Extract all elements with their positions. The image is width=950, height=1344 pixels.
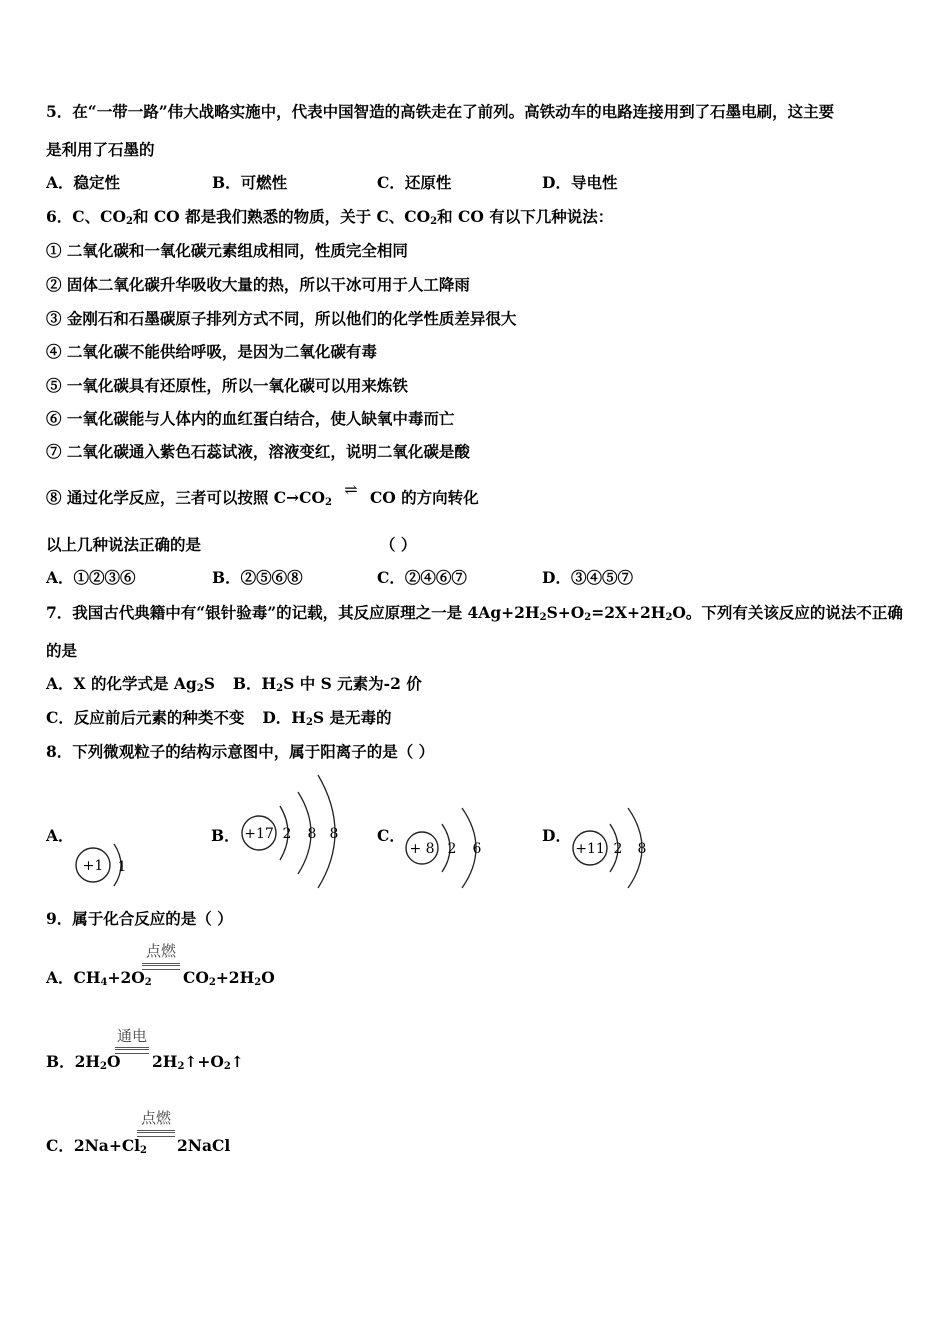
q6-statement-6: ⑥ 一氧化碳能与人体内的血红蛋白结合，使人缺氧中毒而亡	[46, 409, 455, 428]
q9-option-a-reactants: A．$CH_4+2O_2$	[46, 968, 152, 988]
nucleus-charge: +11	[575, 841, 605, 857]
q6-option-a: A．①②③⑥	[46, 568, 136, 587]
q7-options-ab: A．X 的化学式是 $Ag_2S$ B．$H_2S$ 中 S 元素为-2 价	[46, 674, 422, 694]
q8-label-b: B．	[211, 826, 240, 845]
q9-option-c-condition: 点燃	[140, 1109, 171, 1127]
q6-stem: 6．C、$CO_2$和 CO 都是我们熟悉的物质，关于 C、$CO_2$和 CO 有以下几种说法：	[46, 207, 614, 227]
q5-stem-line1: 5．在“一带一路”伟大战略实施中，代表中国智造的高铁走在了前列。高铁动车的电路连接用到了石墨电刷，这主要	[46, 102, 835, 121]
q9-option-c-products: 2NaCl	[177, 1136, 231, 1155]
shell-electrons: 2	[613, 841, 623, 857]
q6-statement-1: ① 二氧化碳和一氧化碳元素组成相同，性质完全相同	[46, 241, 408, 260]
nucleus-charge: + 8	[409, 841, 435, 857]
q6-statement-8: ⑧ 通过化学反应，三者可以按照 $C\to CO_2\rightleftharpoons$ CO 的方向转化	[46, 480, 479, 508]
q6-statement-2: ② 固体二氧化碳升华吸收大量的热，所以干冰可用于人工降雨	[46, 275, 470, 294]
q9-option-a-products: $CO_2+2H_2O$	[183, 968, 275, 988]
q9-option-c-equals-sign	[137, 1130, 175, 1137]
q9-option-b-condition: 通电	[116, 1027, 147, 1045]
q6-option-d: D．③④⑤⑦	[542, 568, 633, 587]
atom-diagram-b	[236, 770, 346, 890]
shell-electrons: 8	[637, 841, 647, 857]
q7-options-cd: C．反应前后元素的种类不变 D．$H_2S$ 是无毒的	[46, 708, 392, 728]
q8-label-a: A．	[46, 826, 74, 845]
shell-electrons: 2	[282, 826, 292, 842]
nucleus-charge: +17	[244, 826, 274, 842]
q5-option-c: C．还原性	[377, 173, 452, 192]
shell-electrons: 1	[117, 859, 127, 875]
q9-option-b-products: $2H_2↑+O_2↑$	[152, 1052, 244, 1072]
q6-statement-5: ⑤ 一氧化碳具有还原性，所以一氧化碳可以用来炼铁	[46, 376, 408, 395]
q9-option-a-equals-sign	[142, 963, 180, 970]
shell-electrons: 2	[447, 841, 457, 857]
q8-stem: 8．下列微观粒子的结构示意图中，属于阳离子的是（ ）	[46, 742, 435, 761]
q9-option-a-condition: 点燃	[145, 942, 176, 960]
q6-question: 以上几种说法正确的是	[46, 535, 202, 554]
q6-statement-3: ③ 金刚石和石墨碳原子排列方式不同，所以他们的化学性质差异很大	[46, 309, 517, 328]
q6-statement-7: ⑦ 二氧化碳通入紫色石蕊试液，溶液变红，说明二氧化碳是酸	[46, 442, 470, 461]
q8-label-d: D．	[542, 826, 571, 845]
reversible-arrow-icon: ⇌	[344, 480, 358, 499]
q5-option-a: A．稳定性	[46, 173, 121, 192]
q9-option-b-equals-sign	[115, 1047, 149, 1054]
atom-diagram-a	[70, 838, 140, 890]
q6-option-b: B．②⑤⑥⑧	[212, 568, 303, 587]
shell-electrons: 8	[329, 826, 339, 842]
q6-statement-4: ④ 二氧化碳不能供给呼吸，是因为二氧化碳有毒	[46, 342, 377, 361]
q6-answer-blank: （ ）	[380, 535, 417, 554]
q6-option-c: C．②④⑥⑦	[377, 568, 467, 587]
q5-option-b: B．可燃性	[212, 173, 288, 192]
q8-label-c: C．	[377, 826, 405, 845]
q9-option-b-reactants: B．$2H_2O$	[46, 1052, 121, 1072]
nucleus-charge: +1	[82, 858, 104, 874]
q5-option-d: D．导电性	[542, 173, 618, 192]
q7-stem-line2: 的是	[46, 641, 78, 660]
q9-option-c-reactants: C．$2Na+Cl_2$	[46, 1136, 148, 1156]
shell-electrons: 8	[307, 826, 317, 842]
q5-stem-line2: 是利用了石墨的	[46, 140, 155, 159]
atom-diagram-d	[568, 802, 658, 892]
atom-diagram-c	[402, 802, 492, 892]
q9-stem: 9．属于化合反应的是（ ）	[46, 909, 233, 928]
shell-electrons: 6	[472, 841, 482, 857]
q7-stem-line1: 7．我国古代典籍中有“银针验毒”的记载，其反应原理之一是 $4Ag+2H_2S+O_2=2X+2H_2O$。下列有关该反应的说法不正确	[46, 603, 903, 623]
